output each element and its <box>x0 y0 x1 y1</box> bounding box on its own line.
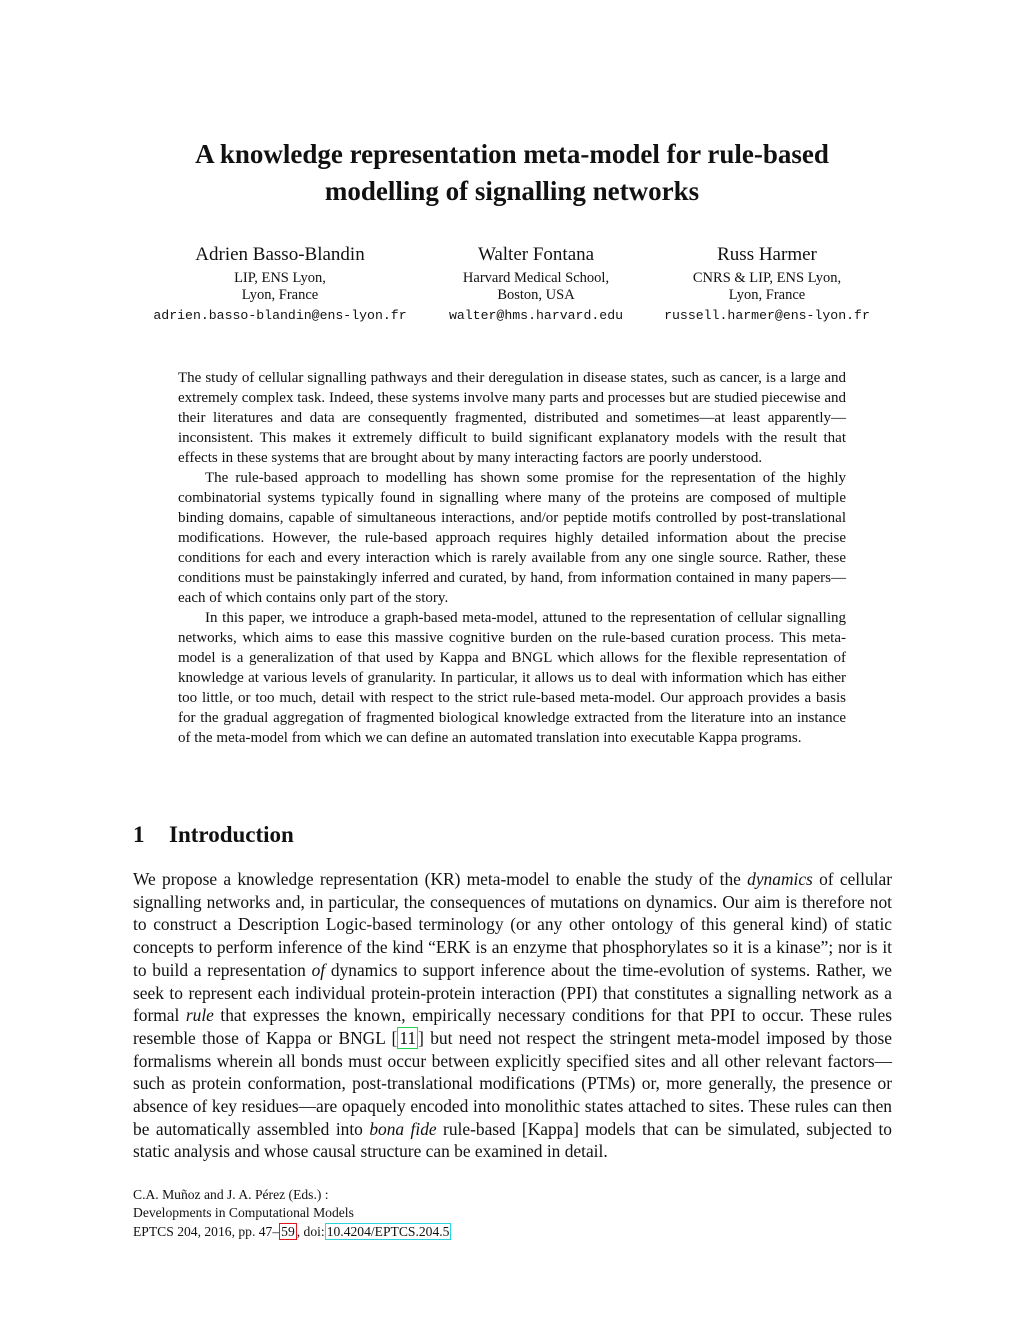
citation-link[interactable]: 11 <box>399 1027 417 1048</box>
publication-footer <box>133 1186 451 1241</box>
affiliation-line: Boston, USA <box>497 286 575 303</box>
abstract-paragraph: The rule-based approach to modelling has shown some promise for the representation of the highly combinatorial systems typically found in signalling where many of the proteins are composed of multiple binding domains, capable of simultaneous interactions, and/or peptide motifs controlled by post-translational modifications. However, the rule-based approach requires highly detailed information about the precise conditions for each and every interaction which is rarely available from any one single source. Rather, these conditions must be painstakingly inferred and curated, by hand, from information contained in many papers—each of which contains only part of the story. <box>178 470 846 606</box>
affiliation-line: LIP, ENS Lyon, <box>234 270 326 286</box>
author-name: Walter Fontana <box>477 244 595 265</box>
intro-paragraph <box>133 868 892 1163</box>
author-email: russell.harmer@ens-lyon.fr <box>664 308 870 323</box>
affiliation-line: Lyon, France <box>728 286 806 303</box>
author-name: Russ Harmer <box>717 244 817 265</box>
paper-title <box>0 136 1024 210</box>
abstract-paragraph: In this paper, we introduce a graph-based meta-model, attuned to the representation of cellular signalling networks, which aims to ease this massive cognitive burden on the rule-based curation process. This meta-model is a generalization of that used by Kappa and BNGL which allows for the flexible representation of knowledge at various levels of granularity. In particular, it allows us to deal with information which has either too little, or too much, detail with respect to the strict rule-based meta-model. Our approach provides a basis for the gradual aggregation of fragmented biological knowledge extracted from the literature into an instance of the meta-model from which we can define an automated translation into executable Kappa programs. <box>178 610 846 746</box>
text-run: rule-based [Kappa] models that can be simulated, subjected to static analysis and whose causal structure can be examined in detail. <box>133 1118 892 1162</box>
title-line-2: modelling of signalling networks <box>324 176 700 206</box>
title-line-1: A knowledge representation meta-model for rule-based <box>195 139 829 169</box>
editors-line: C.A. Muñoz and J. A. Pérez (Eds.) : <box>133 1187 329 1202</box>
abstract <box>178 368 846 748</box>
proceedings-line: Developments in Computational Models <box>133 1205 354 1221</box>
text-run: We propose a knowledge representation (KR) meta-model to enable the study of the <box>133 869 748 889</box>
author-affiliation <box>130 270 430 303</box>
author-block-3 <box>650 243 884 324</box>
text-run: , doi: <box>296 1223 325 1239</box>
affiliation-line: Harvard Medical School, <box>462 270 610 286</box>
text-run: dynamics to support inference about the time-evolution of systems. Rather, we seek to represent each individual protein-protein interaction (PPI) that constitutes a signalling network as a formal <box>133 959 892 1026</box>
emphasis: dynamics <box>747 869 813 889</box>
text-run: EPTCS 204, 2016, pp. 47– <box>133 1223 280 1239</box>
author-block-1 <box>130 243 430 324</box>
author-email: adrien.basso-blandin@ens-lyon.fr <box>153 308 407 323</box>
section-title: Introduction <box>169 822 294 847</box>
emphasis: bona fide <box>369 1118 437 1139</box>
abstract-paragraph: The study of cellular signalling pathways and their deregulation in disease states, such as cancer, is a large and extremely complex task. Indeed, these systems involve many parts and processes but are studied piecewise and their literatures and data are consequently fragmented, distributed and sometimes—at least apparently—inconsistent. This makes it extremely difficult to build significant explanatory models with the result that effects in these systems that are brought about by many interacting factors are poorly understood. <box>178 370 846 466</box>
text-run: ] but need not respect the stringent meta-model imposed by those formalisms wherein all bonds must occur between explicitly specified sites and all other relevant factors—such as protein conformation, post-translational modifications (PTMs) or, more generally, the presence or absence of key residues—are opaquely encoded into monolithic states attached to sites. These rules can then be automatically assembled into <box>133 1027 892 1139</box>
eptcs-line <box>133 1223 451 1241</box>
last-page-link[interactable]: 59 <box>281 1223 295 1239</box>
author-name: Adrien Basso-Blandin <box>195 244 365 265</box>
author-block-2 <box>412 243 660 324</box>
affiliation-line: CNRS & LIP, ENS Lyon, <box>692 270 842 286</box>
emphasis: rule <box>185 1005 214 1026</box>
author-email: walter@hms.harvard.edu <box>448 308 624 323</box>
author-affiliation <box>650 270 884 303</box>
affiliation-line: Lyon, France <box>241 286 319 303</box>
author-affiliation <box>412 270 660 303</box>
text-run: of cellular signalling networks and, in particular, the consequences of mutations on dynamics. Our aim is therefore not to construct a Description Logic-based terminology (or any other ontology of this general kind) of static concepts to perform inference of the kind “ERK is an enzyme that phosphorylates so it is a kinase”; nor is it to build a representation <box>133 869 892 980</box>
intro-body <box>133 868 892 1163</box>
doi-link[interactable]: 10.4204/EPTCS.204.5 <box>326 1223 450 1239</box>
emphasis: of <box>311 959 326 980</box>
text-run: that expresses the known, empirically necessary conditions for that PPI to occur. These rules resemble those of Kappa or BNGL [ <box>133 1005 892 1048</box>
section-number: 1 <box>133 822 145 847</box>
section-heading <box>133 820 294 850</box>
